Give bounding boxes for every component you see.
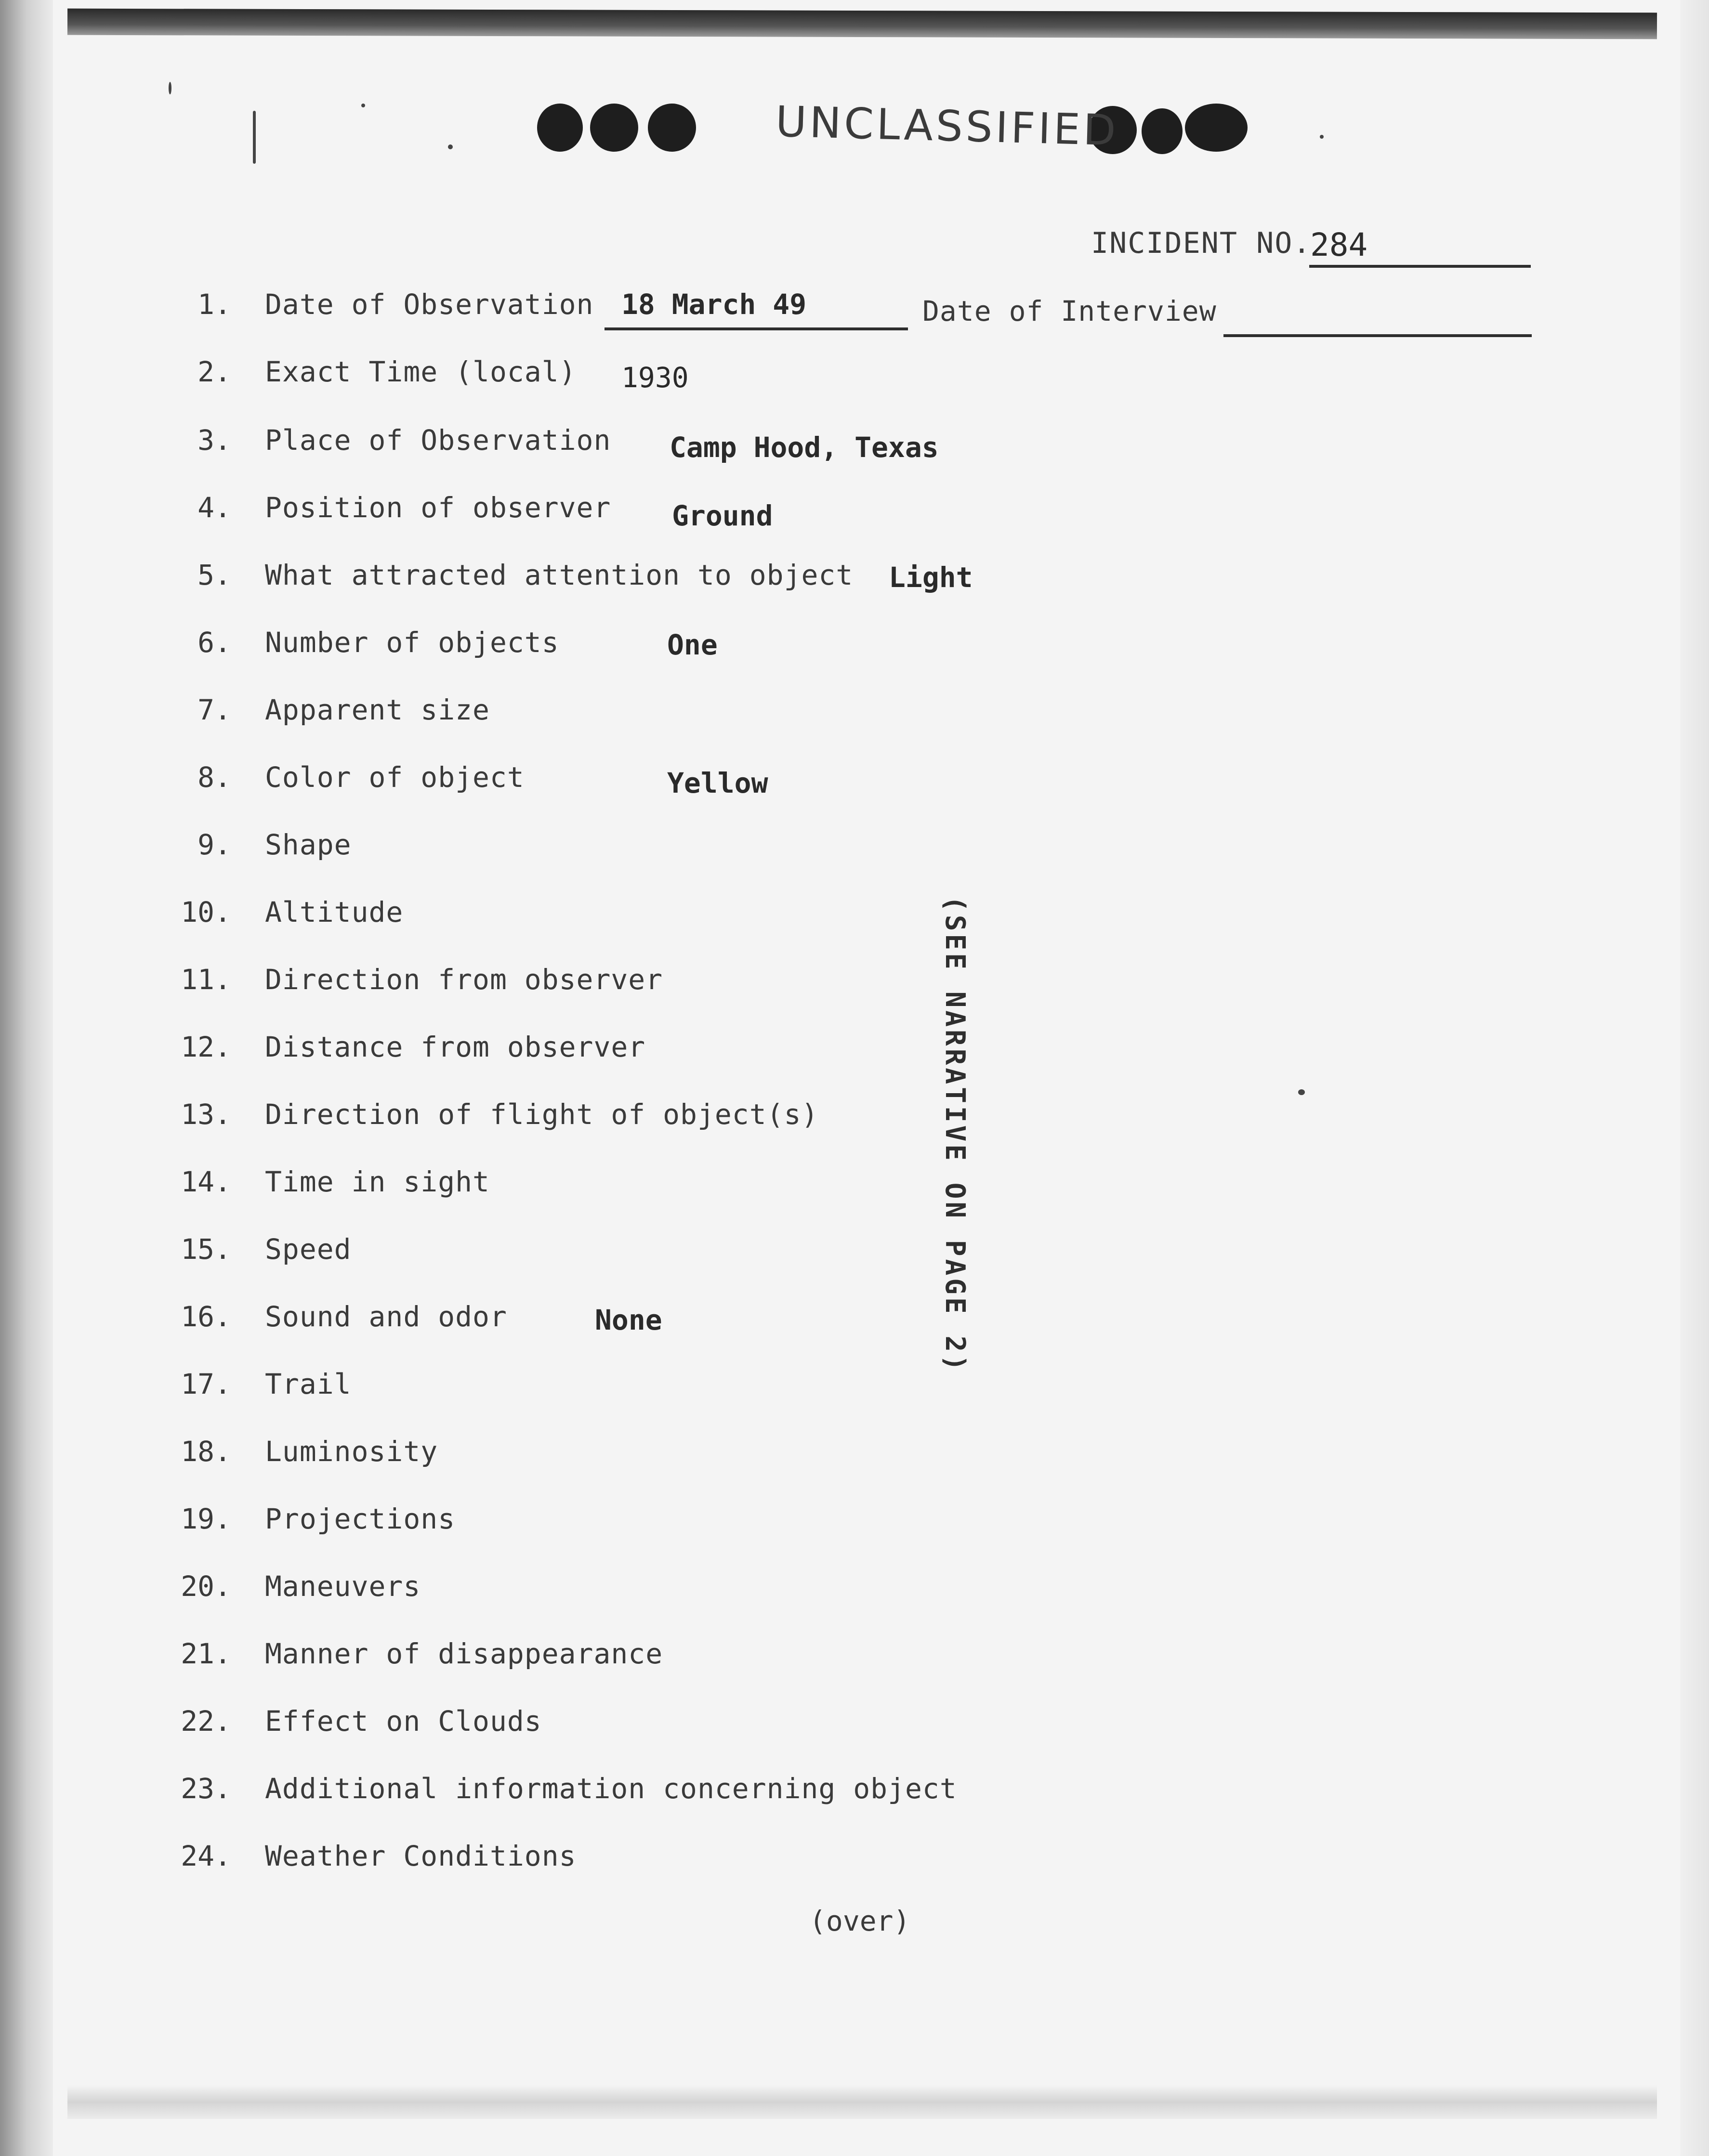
incident-label: INCIDENT NO. xyxy=(1091,226,1312,260)
field-number: 3. xyxy=(197,424,231,457)
field-label: Trail xyxy=(265,1368,352,1400)
scan-speck xyxy=(169,82,171,94)
field-label: Direction from observer xyxy=(265,963,663,996)
field-label: Direction of flight of object(s) xyxy=(265,1098,819,1131)
scan-right-edge xyxy=(1680,0,1709,2156)
scan-speck xyxy=(1298,1089,1305,1095)
field-label: Manner of disappearance xyxy=(265,1637,663,1670)
redaction-blot xyxy=(648,104,696,152)
field-number: 9. xyxy=(197,828,231,861)
field-label: Effect on Clouds xyxy=(265,1705,542,1738)
field-number: 14. xyxy=(181,1165,231,1198)
scan-left-edge xyxy=(0,0,53,2156)
field-number: 8. xyxy=(197,761,231,794)
field-label: Position of observer xyxy=(265,491,611,524)
field-number: 1. xyxy=(197,288,231,321)
field-number: 20. xyxy=(181,1570,231,1603)
field-number: 5. xyxy=(197,559,231,591)
field-label: Luminosity xyxy=(265,1435,438,1468)
field-label: Time in sight xyxy=(265,1165,490,1198)
field-value: Camp Hood, Texas xyxy=(670,431,939,464)
field-number: 2. xyxy=(197,355,231,388)
field-label: Weather Conditions xyxy=(265,1840,577,1872)
field-number: 18. xyxy=(181,1435,231,1468)
field-label: Speed xyxy=(265,1233,352,1266)
field-value: 18 March 49 xyxy=(621,288,807,321)
field-label: Sound and odor xyxy=(265,1300,507,1333)
field-number: 4. xyxy=(197,491,231,524)
field-number: 15. xyxy=(181,1233,231,1266)
field-number: 19. xyxy=(181,1503,231,1535)
scan-bottom-edge xyxy=(67,2085,1657,2119)
classification-stamp: UNCLASSIFIED xyxy=(775,96,1119,156)
narrative-note: (SEE NARRATIVE ON PAGE 2) xyxy=(939,896,971,1374)
field-number: 10. xyxy=(181,896,231,928)
field-underline xyxy=(605,327,908,330)
redaction-blot xyxy=(1142,108,1183,154)
field-label: Number of objects xyxy=(265,626,559,659)
scan-speck xyxy=(1320,135,1324,139)
field-label: Altitude xyxy=(265,896,404,928)
field-label: Distance from observer xyxy=(265,1031,646,1063)
field-value: One xyxy=(667,628,718,661)
field-value: Yellow xyxy=(667,767,768,799)
field-label: Exact Time (local) xyxy=(265,355,577,388)
field-value: 1930 xyxy=(621,361,689,394)
field-label: Apparent size xyxy=(265,693,490,726)
incident-number: 284 xyxy=(1310,226,1368,263)
incident-underline xyxy=(1309,265,1531,268)
redaction-blot xyxy=(537,104,583,152)
field-number: 22. xyxy=(181,1705,231,1738)
interview-label: Date of Interview xyxy=(922,295,1217,327)
field-label: What attracted attention to object xyxy=(265,559,854,591)
field-label: Projections xyxy=(265,1503,456,1535)
field-number: 24. xyxy=(181,1840,231,1872)
field-number: 17. xyxy=(181,1368,231,1400)
field-number: 13. xyxy=(181,1098,231,1131)
field-value: Light xyxy=(889,561,973,594)
redaction-blot xyxy=(590,104,638,152)
scan-top-edge xyxy=(67,9,1657,39)
field-value: None xyxy=(595,1304,662,1336)
field-number: 12. xyxy=(181,1031,231,1063)
field-value: Ground xyxy=(672,499,773,532)
field-label: Date of Observation xyxy=(265,288,594,321)
field-number: 21. xyxy=(181,1637,231,1670)
field-label: Maneuvers xyxy=(265,1570,421,1603)
field-number: 23. xyxy=(181,1772,231,1805)
field-label: Place of Observation xyxy=(265,424,611,457)
field-number: 16. xyxy=(181,1300,231,1333)
field-number: 7. xyxy=(197,693,231,726)
scan-speck xyxy=(448,144,453,149)
scan-speck xyxy=(253,111,256,164)
field-label: Additional information concerning object xyxy=(265,1772,957,1805)
field-label: Shape xyxy=(265,828,352,861)
redaction-blot xyxy=(1185,104,1248,152)
scan-speck xyxy=(361,104,365,107)
field-number: 6. xyxy=(197,626,231,659)
interview-underline xyxy=(1223,334,1532,337)
field-number: 11. xyxy=(181,963,231,996)
page-footer: (over) xyxy=(809,1905,910,1937)
field-label: Color of object xyxy=(265,761,525,794)
